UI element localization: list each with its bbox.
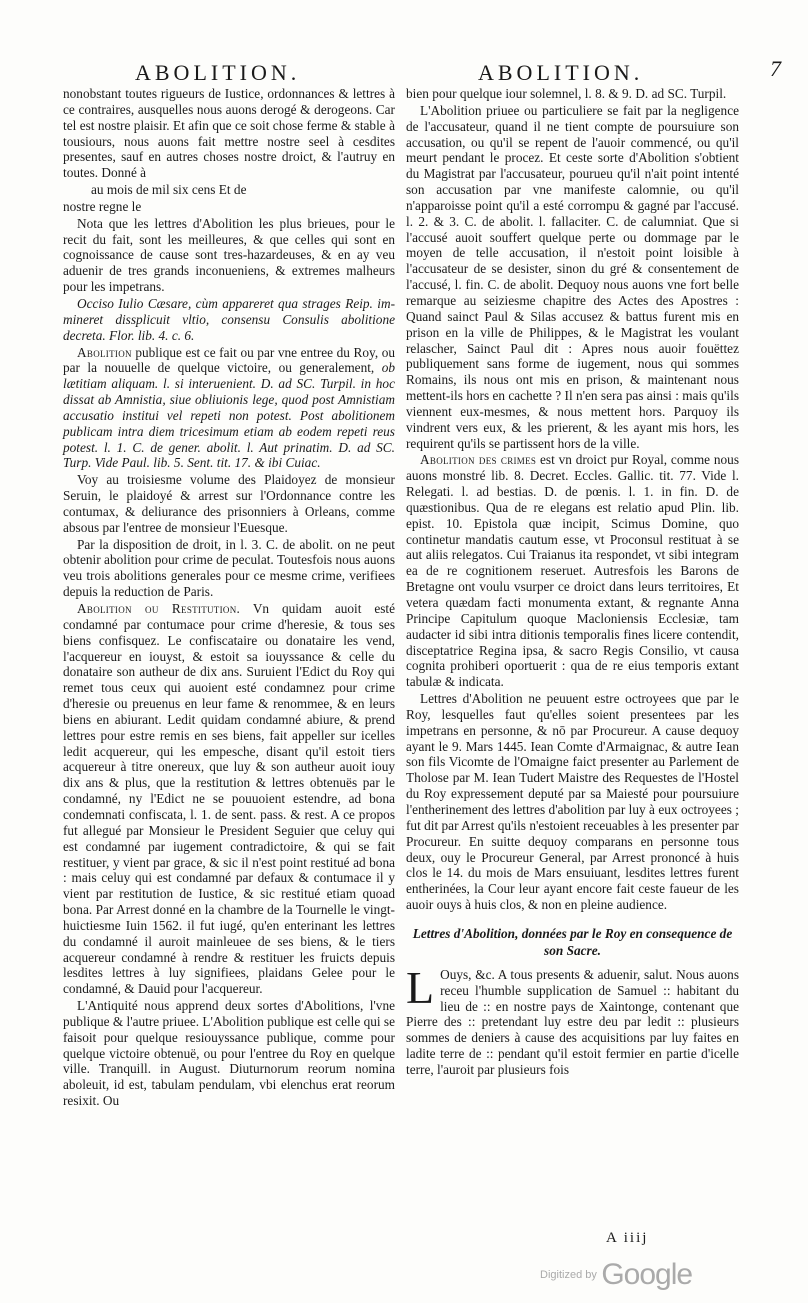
- paragraph: nostre regne le: [63, 198, 142, 214]
- paragraph: L'Abolition priuee ou particuliere se fait par la negligence de l'accusateur, quand il ne tient compte de poursuiure son accusation, ou qu'il se repent de l'auoir commencé, ou qu'il meurt pendant le procez. Et ceste sorte d'Abolition s'obtient du Magistrat par l'accusateur, pourueu qu'il n'ait point intenté son accusation par vne manifeste calomnie, ou qu'il n'apparoisse point qu'il a esté corrompu & gagné par l'accusé. l. 2. & 3. C. de abolit. l. fallaciter. C. de calumniat. Que si l'accusé auoit souffert quelque perte ou dommage par le moyen de telle accusation, il n'estoit point loisible à l'accusateur de se desister, sinon du gré & consentement de l'accusé, l. fin. C. de abolit. Dequoy nous auons vne fort belle remarque au seiziesme chapitre des Actes des Apostres : Quand sainct Paul & Silas accusez & battus furent mis en prison en la ville de Philippes, & le Magistrat les voulant relascher, Sainct Paul dit : Apres nous auoir fouëttez publiquement sans forme de iugement, nous qui sommes Romains, ils nous ont mis en prison, & maintenant nous mettent-ils hors en cachette ? Il n'en sera pas ainsi : mais qu'ils viennent eux-mesmes, & nous mettent hors. Parquoy ils vindrent vers eux, & les prierent, & les ayant mis hors, les requirent qu'ils se partissent hors de la ville.: [406, 102, 739, 451]
- google-logo: Google: [601, 1258, 693, 1291]
- paragraph: nonobstant toutes rigueurs de Iustice, ordonnances & lettres à ce contraires, ausquelles nous auons derogé & derogeons. Car tel est nostre plaisir. Et afin que ce soit chose ferme & stable à tousiours, nous auons fait mettre nostre seel à cesdites presentes, sauf en autres choses nostre droict, & l'autruy en toutes. Donné à: [63, 86, 395, 181]
- paragraph: Nota que les lettres d'Abolition les plus brieues, pour le recit du fait, sont les meilleures, & que celles qui sont en cognoissance de cause sont tres-hazardeuses, & en ay veu aduenir de tres grands inconueniens, & extremes malheurs pour les impetrans.: [63, 215, 395, 295]
- date-line: au mois de mil six cens Et de: [91, 182, 247, 198]
- latin-citation: Occiso Iulio Cæsare, cùm appareret qua strages Reip. im-mineret dissplicuit vltio, consensu Consulis abolitione decreta. Flor. lib. 4. c. 6.: [63, 295, 395, 343]
- paragraph: L Ouys, &c. A tous presents & aduenir, salut. Nous auons receu l'humble supplication de Samuel :: habitant du lieu de :: en nostre pays de Xaintonge, contenant que Pierre des :: pretendant luy estre deu par ledit :: plusieurs sommes de deniers à cause des acquisitions par luy faites en ladite terre de :: pendant qu'il estoit fermier en partie d'icelle terre, l'auroit par plusieurs fois: [406, 961, 739, 1077]
- digitized-watermark: [540, 1258, 692, 1292]
- left-column: [63, 86, 395, 1110]
- right-running-title: ABOLITION.: [478, 60, 644, 85]
- left-running-title: ABOLITION.: [135, 60, 301, 85]
- entry-heading: Abolition ou Restitution.: [77, 601, 241, 616]
- paragraph: Abolition publique est ce fait ou par vne entree du Roy, ou par la nouuelle de quelque victoire, ou generalement, ob lætitiam aliquam. l. si interuenient. D. ad SC. Turpil. in hoc dissat ab Amnistia, siue obliuionis lege, quod post Amnistiam accusatio institui vel repeti non potest. Post abolitionem publicam intra diem tricesimum etiam ab eodem repeti reus potest. l. 1. C. de gener. abolit. l. Aut prinatim. D. ad SC. Turp. Vide Paul. lib. 5. Sent. tit. 17. & ibi Cuiac.: [63, 344, 395, 471]
- paragraph: L'Antiquité nous apprend deux sortes d'Abolitions, l'vne publique & l'autre priuee. L'Abolition publique est celle qui se faisoit pour quelque resiouyssance publique, comme pour quelque victoire obtenuë, ou pour l'entree du Roy en quelque ville. Tranquill. in August. Diuturnorum reorum nomina aboleuit, id est, tabulam pendulam, vbi elenchus erat reorum resixit. Ou: [63, 998, 395, 1109]
- paragraph: Abolition des crimes est vn droict pur Royal, comme nous auons monstré lib. 8. Decret. Eccles. Gallic. tit. 77. Vide l. Relegati. l. ad bestias. D. de pœnis. l. 1. in fin. D. de quæstionibus. Qua de re elegans est relatio apud Plin. lib. epist. 10. Epistola quæ incipit, Scimus Domine, quo continetur mandatis cautum esse, vt Proconsul restituat à se aut aliis relegatos. Cui Traianus ita respondet, vt sibi integram ea de re cognitionem reseruet. Autresfois les Barons de Bretagne ont voulu vsurper ce droict dans leurs territoires, Et vetera quædam facti monumenta extant, & regnante Anna Principe Capitulum quoque Macloniensis Ecclesiæ, tam audacter id sibi intra ditionis temporalis fines licere contendit, disceptatrice Regina ipsa, & sacro Regis Consilio, vt causa cognita prohiberi oportuerit : qua de re eius temporis extant tabulæ & indicata.: [406, 452, 739, 690]
- watermark-prefix: Digitized by: [540, 1269, 597, 1281]
- paragraph: Par la disposition de droit, in l. 3. C. de abolit. on ne peut obtenir abolition pour crime de peculat. Toutesfois nous auons veu trois abolitions generales pour ce mesme crime, verifiees depuis la reduction de Paris.: [63, 536, 395, 600]
- section-title: Lettres d'Abolition, données par le Roy en consequence de son Sacre.: [412, 925, 733, 958]
- entry-heading: Abolition des crimes: [420, 452, 537, 468]
- paragraph: Abolition ou Restitution. Vn quidam auoit esté condamné par contumace pour crime d'heresie, & tous ses biens confisquez. Le confiscataire ou donataire les vend, l'acquereur en iouyst, & estoit sa iouyssance & celle du donataire son autheur de dix ans. Suruient l'Edict du Roy qui remet tous ceux qui auoient esté condamnez pour crime d'heresie ou preuenus en leur fame & renommee, & en leurs biens en abiurant. Ledit quidam condamné abiure, & prend lettres pour estre remis en ses biens, fait appeller sur icelles ledit acquereur, qui les empesche, disant qu'il estoit tiers acquereur à titre onereux, que luy & son autheur auoit iouy dix ans & plus, que la restitution & lettres obtenuës par le condamné, ny l'Edict ne se pouuoient estendre, ad bona condemnati confiscata, l. 1. de sent. pass. & rest. A ce propos fut allegué par Monsieur le President Seguier que celuy qui est condamné par iugement contradictoire, & qui se fait restituer, y vient par grace, & sic il n'est point restitué ad bona : mais celuy qui est condamné par defaux & contumace il y vient par restitution de Iustice, & sic restitué etiam quoad bona. Par Arrest donné en la chambre de la Tournelle le vingt-huictiesme Iuin 1562. il fut iugé, qu'en enterinant les lettres du condamné il auroit mainleuee de ses biens, & le tiers acquereur condamné à rendre & restituer les fruicts depuis lesdites lettres à luy signifiees, plaidans Gelee pour le condamné, & Dauid pour l'acquereur.: [63, 601, 396, 997]
- paragraph: Lettres d'Abolition ne peuuent estre octroyees que par le Roy, lesquelles faut qu'elles soient presentees par les impetrans en personne, & nō par Procureur. A cause dequoy ayant le 9. Mars 1445. Iean Comte d'Armaignac, & autre Iean son fils Vicomte de l'Omaigne faict presenter au Parlement de Tholose par M. Iean Tudert Maistre des Requestes de l'Hostel du Roy expressement deputé par sa Maiesté pour poursuiure l'entherinement des lettres d'abolition par luy à eux octroyees ; fut dit par Arrest qu'ils n'estoient receuables à les presenter par Procureur. En suitte dequoy comparans en personne tous deux, ouy le Procureur General, par Arrest prononcé à huis clos le 14. du mois de Mars ensuiuant, lesdites lettres furent entherinées, la Cour leur ayant encore fait ceste faueur de les auoir ouys à huis clos, & non en pleine audience.: [406, 691, 739, 913]
- paragraph: bien pour quelque iour solemnel, l. 8. & 9. D. ad SC. Turpil.: [406, 86, 727, 101]
- drop-cap: L: [406, 961, 435, 1013]
- paragraph: Voy au troisiesme volume des Plaidoyez de monsieur Seruin, le plaidoyé & arrest sur l'Ordonnance contre les contumax, & deliurance des prisonniers à Orleans, comme absous par l'entree de monsieur l'Euesque.: [63, 472, 395, 535]
- entry-heading: Abolition: [77, 344, 132, 360]
- signature-mark: A iiij: [606, 1230, 649, 1246]
- page-number: 7: [770, 56, 781, 81]
- right-column: [406, 86, 739, 1079]
